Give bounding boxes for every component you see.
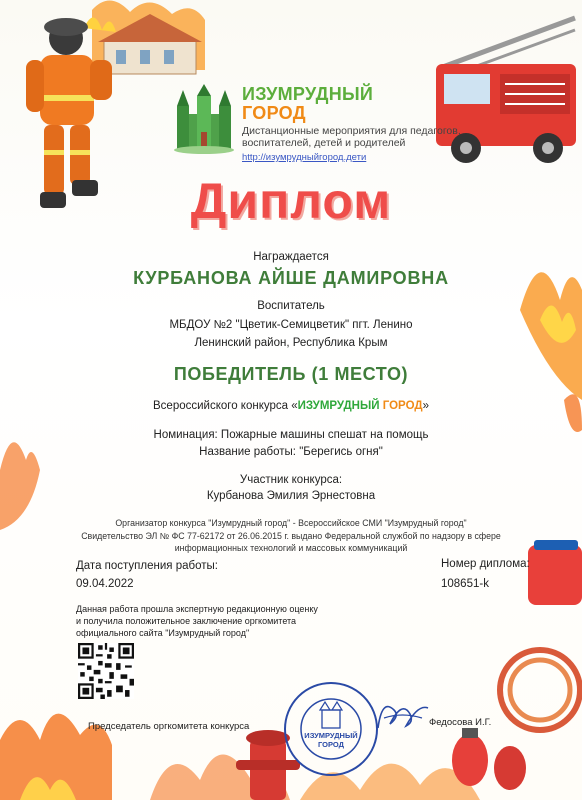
participant-label: Участник конкурса: xyxy=(239,474,343,486)
contest-suffix: » xyxy=(422,400,429,412)
contest-prefix: Всероссийского конкурса « xyxy=(153,400,298,412)
date-label: Дата поступления работы: xyxy=(76,560,218,572)
stamp-text-line2: ГОРОД xyxy=(318,740,344,749)
organizer-line: Организатор конкурса "Изумрудный город" - Всероссийское СМИ "Изумрудный город" xyxy=(115,518,467,528)
logo-name xyxy=(242,85,382,123)
stamp-text-line1: ИЗУМРУДНЫЙ xyxy=(304,731,358,740)
chair-name: Федосова И.Г. xyxy=(429,717,492,728)
logo-name-line1: ИЗУМРУДНЫЙ xyxy=(242,84,374,104)
certificate-line1: Свидетельство ЭЛ № ФС 77-62172 от 26.06.2015 г. выдано Федеральной службой по надзору в сфере xyxy=(81,531,501,541)
contest-brand-green: ИЗУМРУДНЫЙ xyxy=(297,400,380,412)
contest-brand-orange: ГОРОД xyxy=(382,400,423,412)
date-value: 09.04.2022 xyxy=(76,578,134,590)
participant-name: Курбанова Эмилия Эрнестовна xyxy=(206,490,376,502)
work-title: Название работы: "Берегись огня" xyxy=(199,446,383,458)
nomination: Номинация: Пожарные машины спешат на помощь xyxy=(153,429,429,441)
certificate-line2: информационных технологий и массовых коммуникаций xyxy=(174,543,408,553)
diploma-number: 108651-k xyxy=(441,578,489,590)
stamp-seal-icon xyxy=(282,680,380,778)
fire-canister-illustration xyxy=(452,728,526,790)
signature-icon xyxy=(372,690,434,738)
review-line1: Данная работа прошла экспертную редакционную оценку xyxy=(76,604,318,614)
diploma-title: Диплом xyxy=(190,173,392,229)
diploma-number-label: Номер диплома: xyxy=(441,558,530,570)
recipient-name: КУРБАНОВА АЙШЕ ДАМИРОВНА xyxy=(133,268,449,288)
awarded-label: Награждается xyxy=(253,251,329,263)
qr-code[interactable] xyxy=(78,643,134,699)
review-text xyxy=(76,603,376,639)
logo-url-link[interactable]: http://изумрудныйгород.дети xyxy=(242,152,367,163)
emerald-city-logo-icon xyxy=(173,84,235,154)
contest-line xyxy=(0,400,582,412)
logo-tagline-line1: Дистанционные мероприятия для педагогов, xyxy=(242,125,461,137)
recipient-role: Воспитатель xyxy=(257,300,325,312)
logo-name-line2: ГОРОД xyxy=(242,103,306,123)
organization-line1: МБДОУ №2 "Цветик-Семицветик" пгт. Ленино xyxy=(169,319,413,331)
organization-line2: Ленинский район, Республика Крым xyxy=(194,337,388,349)
review-line2: и получила положительное заключение оргкомитета xyxy=(76,616,297,626)
logo-tagline xyxy=(242,125,482,149)
place-title: ПОБЕДИТЕЛЬ (1 МЕСТО) xyxy=(173,364,409,384)
logo-tagline-line2: воспитателей, детей и родителей xyxy=(242,137,406,149)
review-line3: официального сайта "Изумрудный город" xyxy=(76,628,250,638)
chair-label: Председатель оргкомитета конкурса xyxy=(88,721,250,732)
